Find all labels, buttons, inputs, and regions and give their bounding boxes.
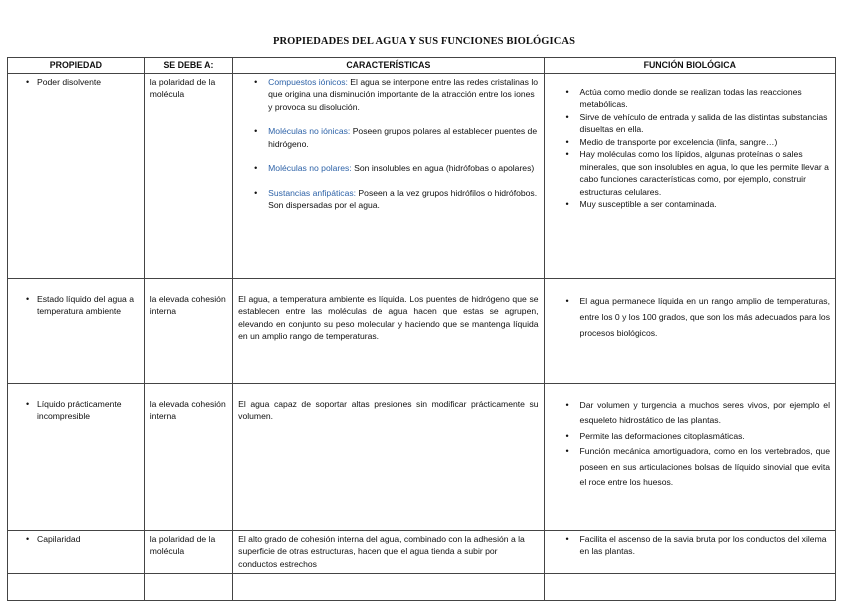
characteristic-item (268, 76, 538, 114)
function-cell (544, 383, 835, 530)
characteristic-text: Poseen grupos polares al establecer puentes de hidrógeno. (268, 126, 538, 149)
header-characteristics: CARACTERÍSTICAS (233, 58, 544, 74)
characteristics-cell: El agua, a temperatura ambiente es líquida. Los puentes de hidrógeno que se establecen entre las moléculas de agua hacen que estas se agrupen, elevando en conjunto su peso molecular y haciendo que se mantenga líquida en un amplio rango de temperaturas. (233, 278, 544, 383)
characteristic-text: Son insolubles en agua (hidrófobas o apolares) (351, 163, 535, 173)
characteristic-term: Compuestos iónicos: (268, 76, 348, 87)
empty-cell (233, 573, 544, 600)
function-item: • Actúa como medio donde se realizan todas las reacciones metabólicas. (580, 86, 830, 111)
property-cell (8, 530, 145, 573)
characteristics-cell: El agua capaz de soportar altas presiones sin modificar prácticamente su volumen. (233, 383, 544, 530)
header-cause: SE DEBE A: (144, 58, 232, 74)
characteristic-term: Moléculas no iónicas: (268, 126, 351, 136)
empty-cell (544, 573, 835, 600)
characteristic-item (268, 162, 538, 175)
table-row (8, 73, 836, 278)
function-item: • Función mecánica amortiguadora, como en los vertebrados, que poseen en sus articulaciones bolsas de líquido sinovial que evita el roce entre los huesos. (580, 444, 830, 491)
cause-cell: la elevada cohesión interna (144, 383, 232, 530)
cause-cell: la polaridad de la molécula (144, 73, 232, 278)
function-item: • Muy susceptible a ser contaminada. (580, 198, 830, 211)
characteristic-text: Poseen a la vez grupos hidrófilos o hidrófobos. Son dispersadas por el agua. (268, 187, 538, 210)
characteristic-text: El agua se interpone entre las redes cristalinas lo que origina una disminución importante de la atracción entre los iones y provoca su disolución. (268, 76, 539, 112)
function-item: • Dar volumen y turgencia a muchos seres vivos, por ejemplo el esqueleto hidrostático de las plantas. (580, 398, 830, 429)
characteristics-cell: El alto grado de cohesión interna del agua, combinado con la adhesión a la superficie de otras estructuras, hacen que el agua tienda a subir por conductos estrechos (233, 530, 544, 573)
properties-table (7, 57, 836, 601)
function-item: • Facilita el ascenso de la savia bruta por los conductos del xilema en las plantas. (580, 533, 830, 558)
header-function: FUNCIÓN BIOLÓGICA (544, 58, 835, 74)
table-row-empty (8, 573, 836, 600)
property-name: • Poder disolvente (37, 76, 139, 89)
property-name: • Capilaridad (37, 533, 139, 546)
empty-cell (8, 573, 145, 600)
function-cell (544, 530, 835, 573)
characteristic-item (268, 125, 538, 150)
cause-cell: la polaridad de la molécula (144, 530, 232, 573)
property-cell (8, 278, 145, 383)
table-row (8, 278, 836, 383)
property-cell (8, 73, 145, 278)
table-row (8, 383, 836, 530)
function-cell (544, 278, 835, 383)
table-header-row (8, 58, 836, 74)
function-item: • Permite las deformaciones citoplasmáticas. (580, 429, 830, 445)
cause-cell: la elevada cohesión interna (144, 278, 232, 383)
function-cell (544, 73, 835, 278)
property-name: • Líquido prácticamente incompresible (37, 398, 139, 423)
property-cell (8, 383, 145, 530)
function-item: • Sirve de vehículo de entrada y salida de las distintas substancias disueltas en ella. (580, 111, 830, 136)
characteristics-cell (233, 73, 544, 278)
page-title: PROPIEDADES DEL AGUA Y SUS FUNCIONES BIOLÓGICAS (272, 36, 576, 47)
property-name: • Estado líquido del agua a temperatura ambiente (37, 293, 139, 318)
characteristic-item (268, 187, 538, 212)
function-item: • Hay moléculas como los lípidos, algunas proteínas o sales minerales, que son insolubles en agua, lo que les permite llevar a cabo funciones características como, por ejemplo, construir estructuras celulares. (580, 148, 830, 198)
function-item: • Medio de transporte por excelencia (linfa, sangre…) (580, 136, 830, 149)
table-row (8, 530, 836, 573)
characteristic-term: Sustancias anfipáticas: (268, 187, 357, 198)
characteristic-term: Moléculas no polares: (268, 163, 352, 173)
header-property: PROPIEDAD (8, 58, 145, 74)
empty-cell (144, 573, 232, 600)
function-item: • El agua permanece líquida en un rango amplio de temperaturas, entre los 0 y los 100 grados, que son los más adecuados para los procesos biológicos. (580, 293, 830, 341)
